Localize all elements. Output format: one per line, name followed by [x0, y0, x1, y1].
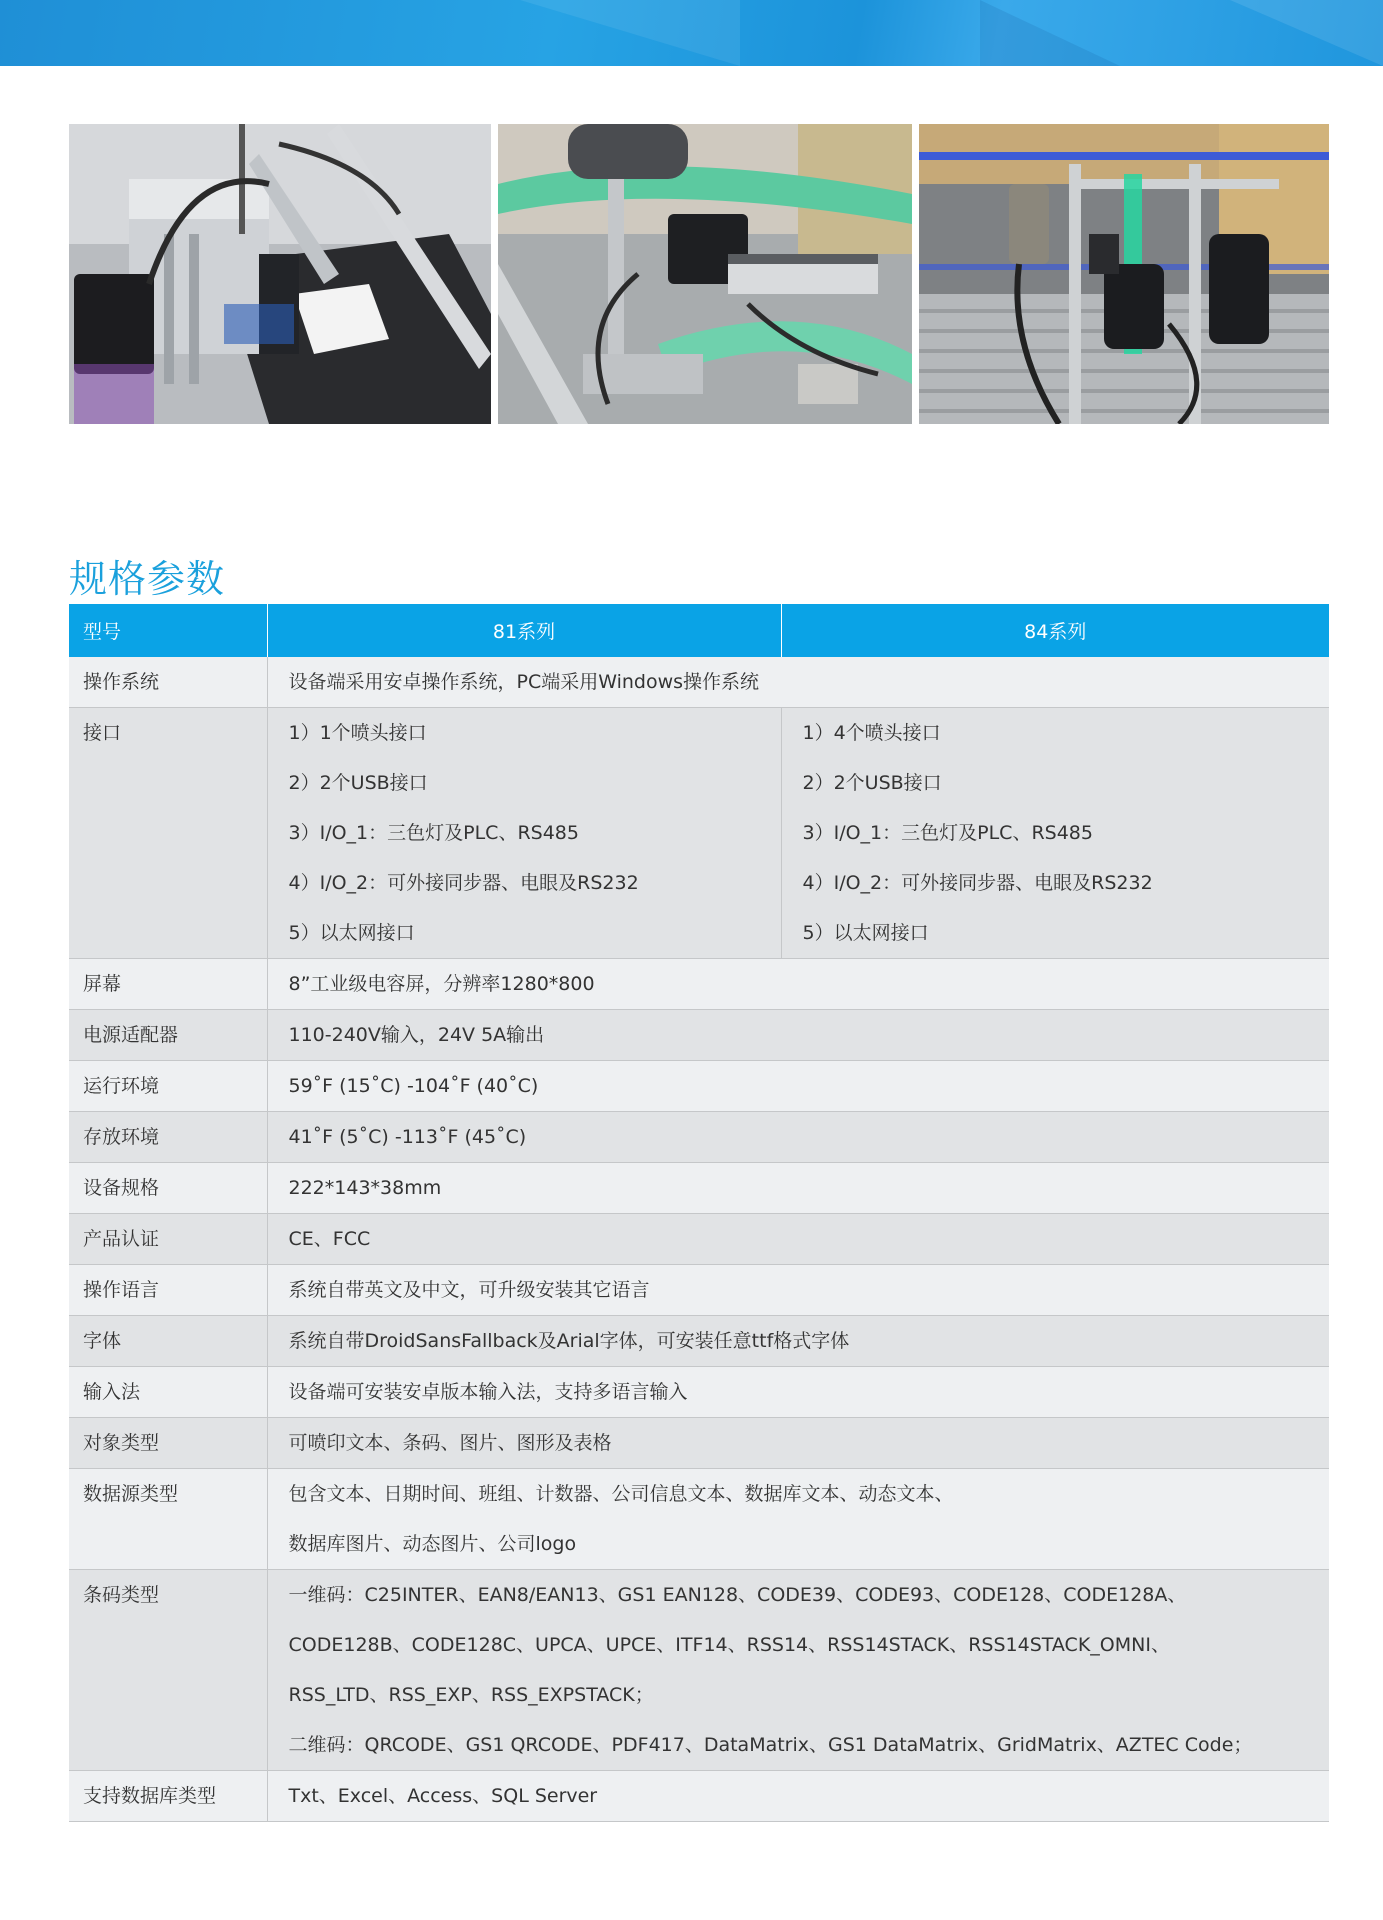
table-header-row: [69, 604, 1329, 657]
interface-item: 4）I/O_2：可外接同步器、电眼及RS232: [802, 872, 1153, 894]
table-row: [69, 1316, 1329, 1367]
row-value: Txt、Excel、Access、SQL Server: [267, 1771, 1329, 1822]
value-line: CODE128B、CODE128C、UPCA、UPCE、ITF14、RSS14、RSS14STACK、RSS14STACK_OMNI、: [288, 1634, 1170, 1656]
row-value: 系统自带英文及中文，可升级安装其它语言: [267, 1265, 1329, 1316]
row-label: 运行环境: [69, 1061, 267, 1112]
interface-item: 2）2个USB接口: [802, 772, 942, 794]
table-row: [69, 1061, 1329, 1112]
interface-84-cell: [781, 708, 1329, 959]
row-label: 屏幕: [69, 959, 267, 1010]
interface-item: 3）I/O_1：三色灯及PLC、RS485: [802, 822, 1093, 844]
table-row: [69, 1214, 1329, 1265]
table-row: [69, 959, 1329, 1010]
row-value: 110-240V输入，24V 5A输出: [267, 1010, 1329, 1061]
interface-item: 5）以太网接口: [802, 922, 929, 944]
interface-item: 1）4个喷头接口: [802, 722, 941, 744]
value-line: 一维码：C25INTER、EAN8/EAN13、GS1 EAN128、CODE39、CODE93、CODE128、CODE128A、: [288, 1584, 1187, 1606]
row-value: CE、FCC: [267, 1214, 1329, 1265]
table-row: [69, 708, 1329, 959]
row-label: 存放环境: [69, 1112, 267, 1163]
header-84-series: 84系列: [781, 604, 1329, 657]
row-label: 电源适配器: [69, 1010, 267, 1061]
value-line: 二维码：QRCODE、GS1 QRCODE、PDF417、DataMatrix、GS1 DataMatrix、GridMatrix、AZTEC Code；: [288, 1734, 1253, 1756]
row-label: 支持数据库类型: [69, 1771, 267, 1822]
table-row: [69, 1367, 1329, 1418]
row-label: 产品认证: [69, 1214, 267, 1265]
row-value: 59˚F (15˚C) -104˚F (40˚C): [267, 1061, 1329, 1112]
interface-item: 2）2个USB接口: [288, 772, 428, 794]
table-row: [69, 1771, 1329, 1822]
interface-81-cell: [267, 708, 781, 959]
banner-facet: [520, 0, 740, 66]
row-value: 222*143*38mm: [267, 1163, 1329, 1214]
row-label: 对象类型: [69, 1418, 267, 1469]
table-row: [69, 1010, 1329, 1061]
printer-photo-2: [498, 124, 912, 424]
row-value: 设备端可安装安卓版本输入法，支持多语言输入: [267, 1367, 1329, 1418]
row-value: 可喷印文本、条码、图片、图形及表格: [267, 1418, 1329, 1469]
top-banner: [0, 0, 1383, 66]
interface-item: 3）I/O_1：三色灯及PLC、RS485: [288, 822, 579, 844]
row-label: 操作语言: [69, 1265, 267, 1316]
interface-item: 1）1个喷头接口: [288, 722, 427, 744]
table-row: [69, 1469, 1329, 1570]
table-row: [69, 1265, 1329, 1316]
row-label: 输入法: [69, 1367, 267, 1418]
row-label: 操作系统: [69, 657, 267, 708]
row-label: 条码类型: [69, 1570, 267, 1771]
value-line: 数据库图片、动态图片、公司logo: [288, 1533, 577, 1555]
section-title: 规格参数: [69, 557, 226, 601]
row-value: 设备端采用安卓操作系统，PC端采用Windows操作系统: [267, 657, 1329, 708]
row-value: 41˚F (5˚C) -113˚F (45˚C): [267, 1112, 1329, 1163]
table-row: [69, 657, 1329, 708]
row-label: 数据源类型: [69, 1469, 267, 1570]
row-value: [267, 1570, 1329, 1771]
row-value: 系统自带DroidSansFallback及Arial字体，可安装任意ttf格式字体: [267, 1316, 1329, 1367]
printer-photo-1: [69, 124, 491, 424]
value-line: 包含文本、日期时间、班组、计数器、公司信息文本、数据库文本、动态文本、: [288, 1483, 954, 1505]
spec-table: [69, 604, 1329, 1822]
table-row: [69, 1112, 1329, 1163]
row-value: [267, 1469, 1329, 1570]
table-row: [69, 1163, 1329, 1214]
row-label: 设备规格: [69, 1163, 267, 1214]
value-line: RSS_LTD、RSS_EXP、RSS_EXPSTACK；: [288, 1684, 654, 1706]
row-value: 8”工业级电容屏，分辨率1280*800: [267, 959, 1329, 1010]
row-label: 字体: [69, 1316, 267, 1367]
interface-item: 4）I/O_2：可外接同步器、电眼及RS232: [288, 872, 639, 894]
printer-photo-3: [919, 124, 1329, 424]
interface-item: 5）以太网接口: [288, 922, 415, 944]
row-label: 接口: [69, 708, 267, 959]
banner-facet: [1230, 0, 1383, 66]
table-row: [69, 1418, 1329, 1469]
banner-facet: [980, 0, 1120, 66]
header-81-series: 81系列: [267, 604, 781, 657]
table-row: [69, 1570, 1329, 1771]
header-model: 型号: [69, 604, 267, 657]
